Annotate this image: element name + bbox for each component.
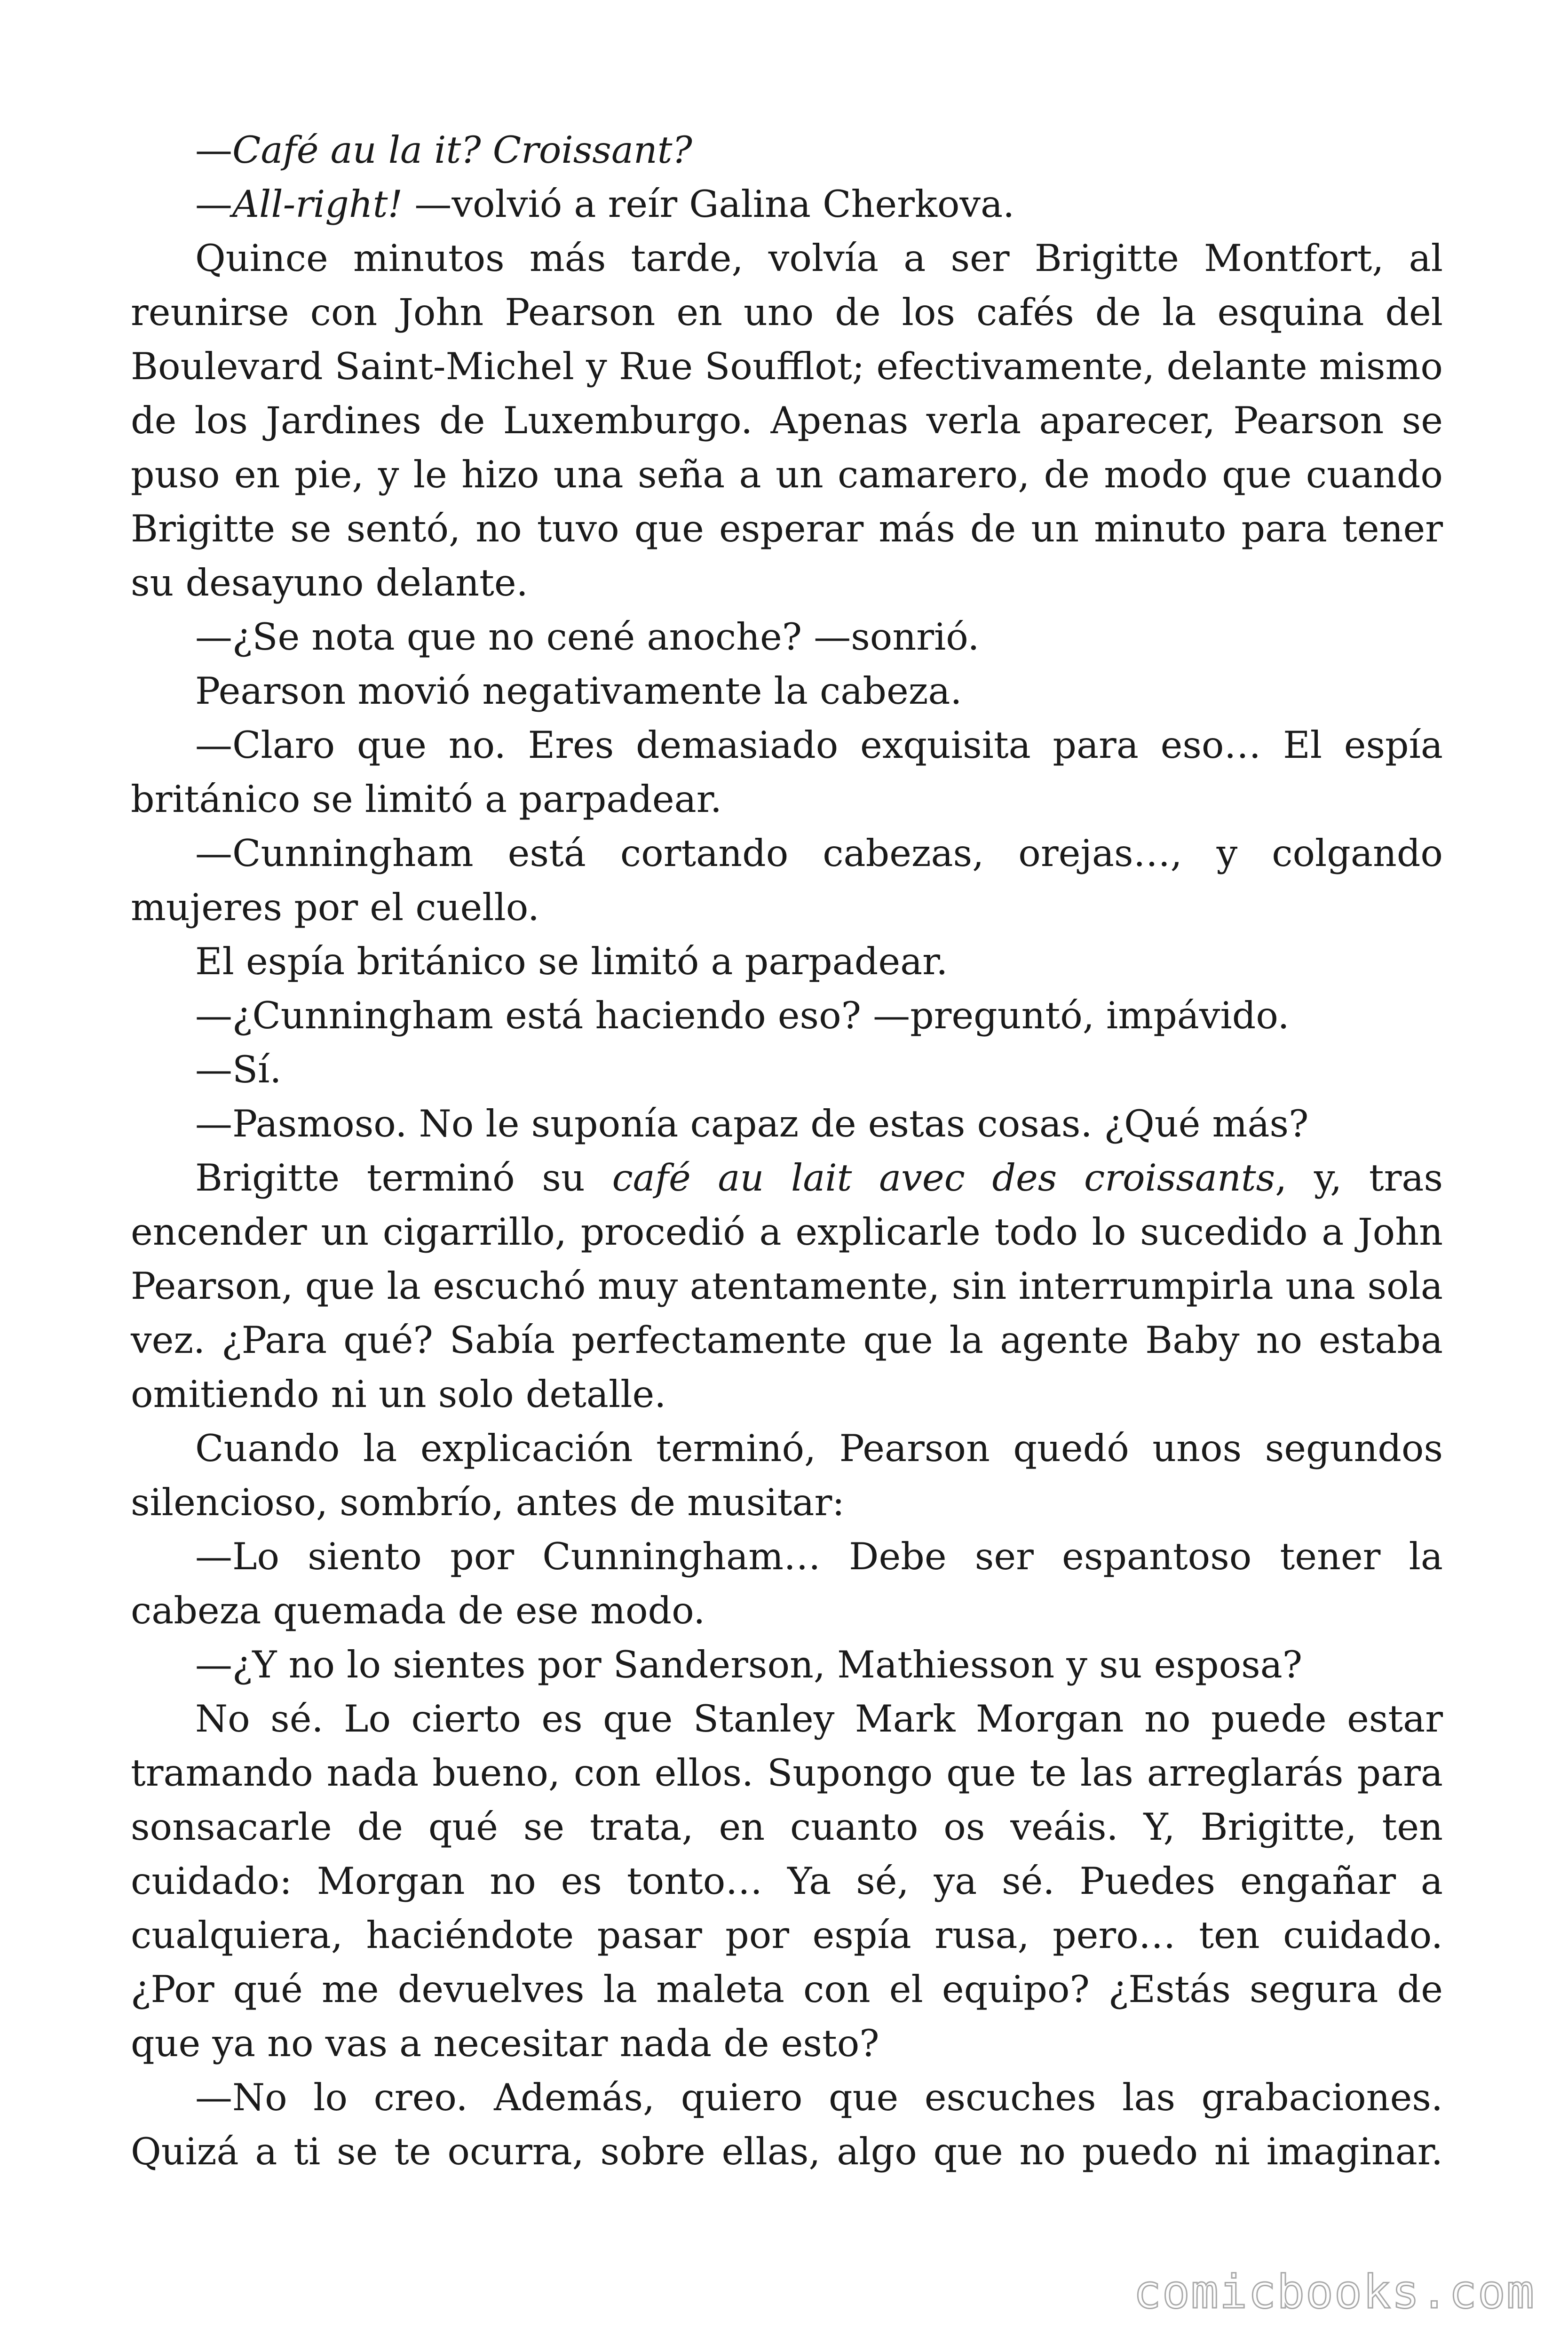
paragraph <box>131 989 1443 1043</box>
text-run: —¿Y no lo sientes por Sanderson, Mathiesson y su esposa? <box>195 1643 1303 1686</box>
text-run: El espía británico se limitó a parpadear. <box>195 940 948 983</box>
text-run: — <box>195 183 232 226</box>
body-text <box>131 123 1443 2179</box>
text-run: —Pasmoso. No le suponía capaz de estas cosas. ¿Qué más? <box>195 1102 1309 1145</box>
paragraph <box>131 231 1443 610</box>
text-run: —¿Cunningham está haciendo eso? —preguntó, impávido. <box>195 994 1290 1037</box>
watermark: comicbooks.com <box>1133 2265 1535 2319</box>
paragraph <box>131 935 1443 989</box>
text-run: —¿Se nota que no cené anoche? —sonrió. <box>195 615 980 659</box>
paragraph <box>131 1638 1443 1692</box>
italic-text: All-right! <box>232 183 403 226</box>
text-run: Brigitte terminó su <box>195 1156 612 1200</box>
paragraph <box>131 1151 1443 1422</box>
text-run: —volvió a reír Galina Cherkova. <box>403 183 1015 226</box>
paragraph <box>131 718 1443 826</box>
paragraph <box>131 1422 1443 1530</box>
paragraph <box>131 826 1443 935</box>
paragraph <box>131 1530 1443 1638</box>
text-run: Pearson movió negativamente la cabeza. <box>195 669 962 713</box>
text-run: —Claro que no. Eres demasiado exquisita para eso… El espía británico se limitó a parpadear. <box>131 723 1443 821</box>
text-run: No sé. Lo cierto es que Stanley Mark Morgan no puede estar tramando nada bueno, con ellos. Supongo que te las arreglarás para sonsacarle de qué se trata, en cuanto os veáis. Y, Brigitte, ten cuidado: Morgan no es tonto… Ya sé, ya sé. Puedes engañar a cualquiera, haciéndote pasar por espía rusa, pero… ten cuidado. ¿Por qué me devuelves la maleta con el equipo? ¿Estás segura de que ya no vas a necesitar nada de esto? <box>131 1697 1443 2065</box>
paragraph <box>131 123 1443 177</box>
text-run: —Cunningham está cortando cabezas, orejas…, y colgando mujeres por el cuello. <box>131 832 1443 929</box>
text-run: —Sí. <box>195 1048 282 1091</box>
paragraph <box>131 2071 1443 2179</box>
text-run: Quince minutos más tarde, volvía a ser Brigitte Montfort, al reunirse con John Pearson en uno de los cafés de la esquina del Boulevard Saint-Michel y Rue Soufflot; efectivamente, delante mismo de los Jardines de Luxemburgo. Apenas verla aparecer, Pearson se puso en pie, y le hizo una seña a un camarero, de modo que cuando Brigitte se sentó, no tuvo que esperar más de un minuto para tener su desayuno delante. <box>131 237 1443 604</box>
italic-text: café au lait avec des croissants <box>612 1156 1275 1200</box>
text-run: —Lo siento por Cunningham… Debe ser espantoso tener la cabeza quemada de ese modo. <box>131 1535 1443 1632</box>
text-run: , y, tras encender un cigarrillo, procedió a explicarle todo lo sucedido a John Pearson, que la escuchó muy atentamente, sin interrumpirla una sola vez. ¿Para qué? Sabía perfectamente que la agente Baby no estaba omitiendo ni un solo detalle. <box>131 1156 1443 1416</box>
italic-text: Café au la it? Croissant? <box>232 128 692 172</box>
paragraph <box>131 1692 1443 2071</box>
paragraph <box>131 1043 1443 1097</box>
paragraph <box>131 610 1443 664</box>
text-run: Cuando la explicación terminó, Pearson quedó unos segundos silencioso, sombrío, antes de musitar: <box>131 1427 1443 1524</box>
text-run: —No lo creo. Además, quiero que escuches las grabaciones. Quizá a ti se te ocurra, sobre ellas, algo que no puedo ni imaginar. <box>131 2076 1443 2173</box>
text-run: — <box>195 128 232 172</box>
paragraph <box>131 1097 1443 1151</box>
paragraph <box>131 664 1443 718</box>
paragraph <box>131 177 1443 231</box>
